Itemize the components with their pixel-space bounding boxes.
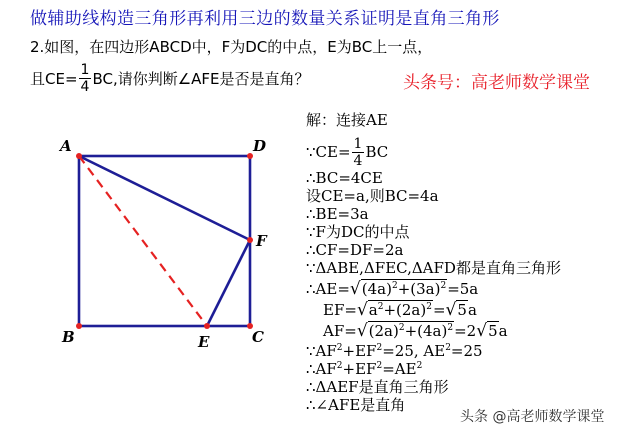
solution-line-10: $EF=√a^2+(2a)^2=√5a$ (323, 300, 477, 320)
text: =25, AE (382, 342, 446, 360)
label-a: A (60, 137, 72, 155)
text: =5a (447, 280, 479, 298)
solution-line-1: 解：连接AE (306, 111, 388, 129)
text: AF= (323, 322, 357, 340)
text: =AE (382, 360, 417, 378)
dashed-segment-ae (79, 156, 207, 326)
solution-fraction (352, 137, 365, 168)
sqrt-body (361, 279, 447, 298)
text: +EF (342, 360, 377, 378)
solution-line-5: ∴BE=3a (306, 205, 369, 223)
exponent: 2 (376, 361, 383, 371)
solution-line-2-suffix: BC (365, 143, 389, 161)
solution-fraction-denominator: 4 (353, 153, 363, 169)
text: =25 (450, 342, 483, 360)
exponent: 2 (391, 281, 398, 291)
solution-line-15: ∴∠AFE是直角 (306, 396, 406, 414)
exponent: 2 (376, 343, 383, 353)
segment-af (79, 156, 250, 240)
problem-line-1: 2.如图，在四边形ABCD中，F为DC的中点，E为BC上一点， (30, 38, 433, 56)
solution-line-13 (306, 362, 422, 377)
label-e: E (198, 333, 210, 351)
text: a (498, 322, 508, 340)
exponent: 2 (398, 323, 405, 333)
segment-fe (207, 240, 250, 326)
text: (4a) (361, 280, 392, 298)
text: =2 (454, 322, 477, 340)
account-name: 头条号：高老师数学课堂 (403, 73, 590, 93)
problem-line-2-prefix: 且CE= (30, 70, 78, 88)
point-b (76, 323, 82, 329)
text: a (467, 301, 477, 319)
solution-line-7: ∴CF=DF=2a (306, 241, 404, 259)
fraction-denominator: 4 (80, 79, 90, 95)
sqrt-body (368, 321, 454, 340)
solution-line-4: 设CE=a,则BC=4a (306, 187, 439, 205)
solution-line-9: $\therefore AE=√(4a)^2+(3a)^2=5a$ (306, 279, 479, 299)
problem-line-2-suffix: BC,请你判断∠AFE是否是直角？ (92, 70, 310, 88)
text: = (432, 301, 446, 319)
point-a (76, 153, 82, 159)
solution-line-2-prefix: ∵CE= (306, 143, 351, 161)
solution-line-12 (306, 344, 483, 359)
sqrt-body: 5 (457, 301, 467, 319)
label-b: B (62, 328, 75, 346)
exponent: 2 (336, 343, 343, 353)
point-f (247, 237, 253, 243)
text: +EF (342, 342, 377, 360)
solution-fraction-numerator: 1 (353, 136, 363, 152)
text: a (368, 301, 378, 319)
fraction-numerator: 1 (80, 62, 90, 78)
solution-line-3: ∴BC=4CE (306, 169, 383, 187)
square-abcd (79, 156, 250, 326)
sqrt-body (368, 300, 433, 319)
text: EF= (323, 301, 357, 319)
solution-line-8: ∵ΔABE,ΔFEC,ΔAFD都是直角三角形 (306, 259, 561, 277)
point-e (204, 323, 210, 329)
title: 做辅助线构造三角形再利用三边的数量关系证明是直角三角形 (30, 9, 500, 29)
text: ∴AE= (306, 280, 350, 298)
text: (2a) (368, 322, 399, 340)
label-c: C (252, 328, 264, 346)
text: ∵AF (306, 342, 337, 360)
exponent: 2 (447, 323, 454, 333)
text: +(2a) (383, 301, 427, 319)
exponent: 2 (377, 302, 384, 312)
exponent: 2 (440, 281, 447, 291)
watermark: 头条 @高老师数学课堂 (460, 409, 605, 425)
exponent: 2 (336, 361, 343, 371)
label-d: D (253, 137, 267, 155)
solution-line-14: ∴ΔAEF是直角三角形 (306, 378, 449, 396)
solution-line-2 (306, 137, 388, 168)
solution-line-6: ∵F为DC的中点 (306, 223, 410, 241)
exponent: 2 (426, 302, 432, 312)
text: +(3a) (397, 280, 441, 298)
text: +(4a) (404, 322, 448, 340)
text: ∴AF (306, 360, 337, 378)
solution-line-11: $AF=√(2a)^2+(4a)^2=2√5a$ (323, 321, 508, 341)
label-f: F (256, 232, 267, 250)
sqrt-body: 5 (488, 322, 498, 340)
exponent: 2 (445, 343, 451, 353)
exponent: 2 (416, 361, 423, 371)
